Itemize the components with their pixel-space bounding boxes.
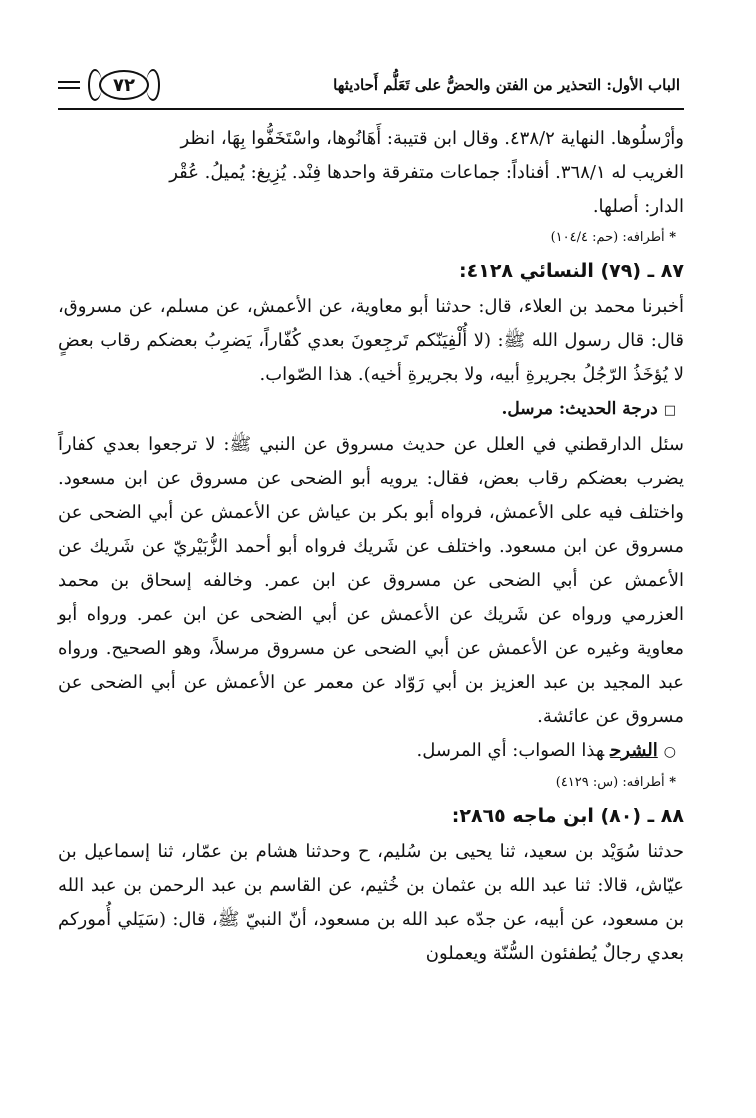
sharh-label: الشرح <box>610 740 658 761</box>
page-number: ٧٢ <box>99 70 149 100</box>
page-number-badge <box>84 66 164 104</box>
ornament-right-icon <box>146 69 160 101</box>
header-divider <box>58 108 684 110</box>
hadith-87-discussion: سئل الدارقطني في العلل عن حديث مسروق عن النبي ﷺ: لا ترجعوا بعدي كفاراً يضرب بعضكم رقاب بعض، فقال: يرويه أبو الضحى عن مسروق عن ابن مسعود. واختلف فيه على الأعمش، فرواه أبو بكر بن عياش عن الأعمش عن أبي الضحى عن مسروق عن ابن مسعود. واختلف عن شَريك فرواه أبو أحمد الزُّبَيْريّ عن شَريك عن الأعمش عن أبي الضحى عن مسروق عن ابن عمر. وخالفه إسحاق بن محمد العزرمي ورواه عن شَريك عن الأعمش عن أبي الضحى عن ابن عمر. ورواه أبو معاوية وغيره عن الأعمش عن أبي الضحى عن مسروق مرسلاً، وهو الصحيح. ورواه عبد المجيد بن عبد العزيز بن أبي رَوّاد عن معمر عن الأعمش عن أبي الضحى عن مسروق عن عائشة. <box>58 434 684 727</box>
top-line-3: الدار: أصلها. <box>592 196 684 217</box>
top-line-2: الغريب له ٣٦٨/١. أفناداً: جماعات متفرقة واحدها فِنْد. يُزِيغ: يُميلُ. عُقْر <box>169 162 684 183</box>
cross-reference-note <box>58 224 684 252</box>
circle-bullet-icon: ○ <box>663 744 676 760</box>
header-ornament-bars <box>58 81 80 89</box>
page-header <box>58 62 684 108</box>
grade-label: درجة الحديث: مرسل. <box>501 399 658 419</box>
hadith-87-sharh <box>58 734 684 769</box>
note-text: أطرافه: (حم: ١٠٤/٤) <box>550 230 665 245</box>
hadith-87-text: أخبرنا محمد بن العلاء، قال: حدثنا أبو معاوية، عن الأعمش، عن مسلم، عن مسروق، قال: قال رسول الله ﷺ: (لا أُلْفِيَنّكم تَرجِعونَ بعدي كُفّاراً، يَضرِبُ بعضكم رقاب بعضٍ لا يُؤخَذُ الرّجُلُ بجريرةِ أبيه، ولا بجريرةِ أخيه). هذا الصّواب. <box>58 296 684 385</box>
hadith-87-note <box>58 769 684 797</box>
asterisk-icon: * <box>664 230 676 245</box>
hadith-88-heading: ٨٨ ـ (٨٠) ابن ماجه ٢٨٦٥: <box>451 805 684 827</box>
note-text: أطرافه: (س: ٤١٢٩) <box>555 775 665 790</box>
hadith-87-heading: ٨٧ ـ (٧٩) النسائي ٤١٢٨: <box>459 260 684 282</box>
page-content <box>58 122 684 971</box>
sharh-text: هذا الصواب: أي المرسل. <box>416 740 605 761</box>
hadith-87-grade <box>58 392 684 428</box>
asterisk-icon: * <box>664 775 676 790</box>
hadith-88-text: حدثنا سُوَيْد بن سعيد، ثنا يحيى بن سُليم، ح وحدثنا هشام بن عمّار، ثنا إسماعيل بن عيّاش، قالا: ثنا عبد الله بن عثمان بن خُثيم، عن القاسم بن عبد الرحمن بن عبد الله بن مسعود، عن أبيه، عن جدّه عبد الله بن مسعود، أنّ النبيّ ﷺ، قال: (سَيَلي أُموركم بعدي رجالٌ يُطفئون السُّنّة ويعملون <box>58 841 684 964</box>
square-bullet-icon: □ <box>663 403 676 418</box>
ornament-left-icon <box>88 69 102 101</box>
top-line-1: وأرْسلُوها. النهاية ٤٣٨/٢. وقال ابن قتيبة: أَهَانُوها، واسْتَخَفُّوا بِهَا، انظر <box>180 128 684 149</box>
chapter-title: الباب الأول: التحذير من الفتن والحضُّ على تَعَلُّم أَحاديثها <box>333 76 680 94</box>
